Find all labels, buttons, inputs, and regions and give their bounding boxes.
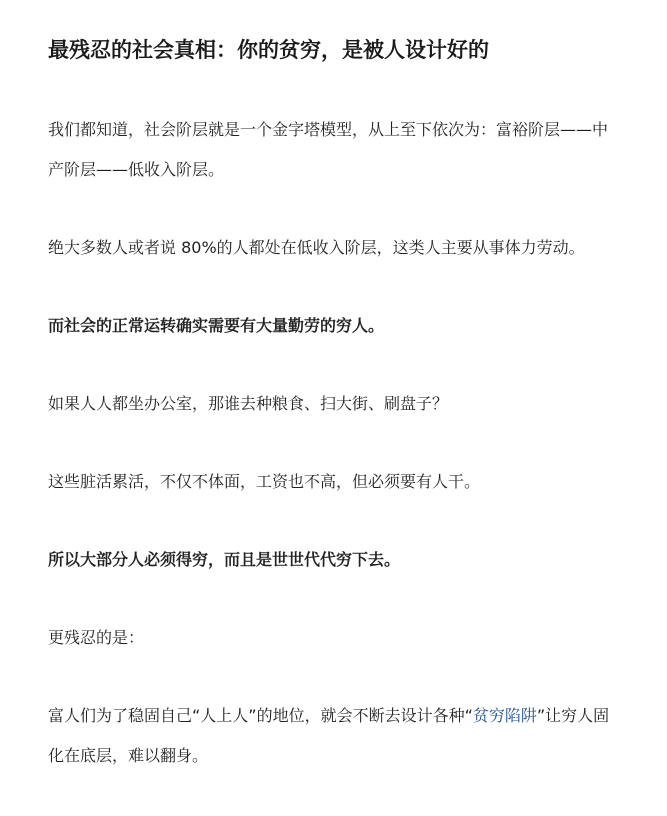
paragraph-dirty-work: 这些脏活累活，不仅不体面，工资也不高，但必须要有人干。 bbox=[48, 472, 481, 491]
paragraph-social-pyramid: 我们都知道，社会阶层就是一个金字塔模型，从上至下依次为：富裕阶层——中产阶层——低收入阶层。 bbox=[48, 120, 609, 179]
article-title: 最残忍的社会真相：你的贫穷，是被人设计好的 bbox=[48, 37, 489, 62]
paragraph-office-question: 如果人人都坐办公室，那谁去种粮食、扫大街、刷盘子？ bbox=[48, 394, 449, 413]
paragraph-more-cruel: 更残忍的是： bbox=[48, 628, 145, 647]
poverty-trap-text-before: 富人们为了稳固自己“人上人”的地位，就会不断去设计各种“ bbox=[48, 706, 473, 725]
paragraph-bold-generational-poverty: 所以大部分人必须得穷，而且是世世代代穷下去。 bbox=[48, 550, 401, 569]
paragraph-low-income-majority: 绝大多数人或者说 80%的人都处在低收入阶层，这类人主要从事体力劳动。 bbox=[48, 238, 585, 257]
paragraph-poverty-trap bbox=[48, 696, 619, 776]
poverty-trap-text-after: ”让穷人固化在底层，难以翻身。 bbox=[48, 706, 610, 765]
poverty-trap-link[interactable]: 贫穷陷阱 bbox=[472, 706, 537, 725]
paragraph-bold-diligent-poor: 而社会的正常运转确实需要有大量勤劳的穷人。 bbox=[48, 316, 385, 335]
